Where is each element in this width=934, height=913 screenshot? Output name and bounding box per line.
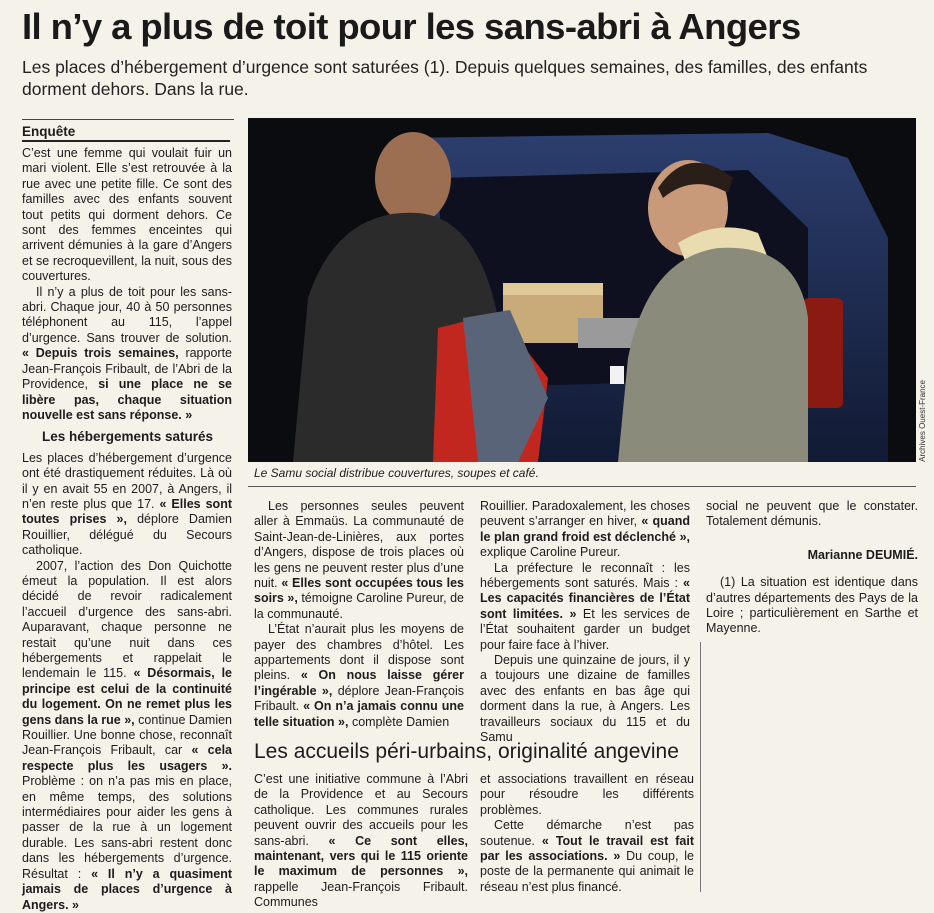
column-1 <box>22 146 232 913</box>
paragraph: social ne peuvent que le constater. Totalement démunis. <box>706 499 918 529</box>
footnote: (1) La situation est identique dans d’autres départements des Pays de la Loire ; particulièrement en Sarthe et Mayenne. <box>706 575 918 636</box>
photo-caption: Le Samu social distribue couvertures, soupes et café. <box>254 466 539 480</box>
paragraph: L’État n’aurait plus les moyens de payer des chambres d’hôtel. Les appartements dont il dispose sont pleins. « On nous laisse gérer l’ingérable », déplore Jean-François Fribault. « On n’a jamais connu une telle situation », complète Damien <box>254 622 465 729</box>
paragraph: Rouillier. Paradoxalement, les choses peuvent s’arranger en hiver, « quand le plan grand froid est déclenché », explique Caroline Pureur. <box>480 499 690 560</box>
box-column-2 <box>480 772 694 895</box>
box-column-1 <box>254 772 468 911</box>
paragraph: Depuis une quinzaine de jours, il y a toujours une dizaine de familles avec des enfants en bas âge qui dorment dans la rue, à Angers. Les travailleurs sociaux du 115 et du Samu <box>480 653 690 745</box>
box-title: Les accueils péri-urbains, originalité angevine <box>254 740 679 763</box>
paragraph: Les places d’hébergement d’urgence ont été drastiquement réduites. Là où il y en avait 55 en 2007, à Angers, il n’en reste plus que 17. « Elles sont toutes prises », déplore Damien Rouillier, délégué du Secours catholique. <box>22 450 232 558</box>
paragraph: Cette démarche n’est pas soutenue. « Tout le travail est fait par les associations. » Du coup, le poste de la permanente qui animait le réseau n’est plus financé. <box>480 818 695 894</box>
paragraph: 2007, l’action des Don Quichotte émeut la population. Il est alors décidé de revoir radicalement l’accueil d’urgence des sans-abri. Auparavant, chaque personne ne restait qu’une nuit dans ces hébergements et rappelait le lendemain le 115. « Désormais, le principe est celui de la continuité du logement. On ne remet plus les gens dans la rue », continue Damien Rouillier. Une bonne chose, reconnaît Jean-François Fribault, car « cela respecte plus les usagers ». Problème : on n’a pas mis en place, en même temps, des solutions intermédiaires pour aider les gens à passer de la rue à un logement durable. Les sans-abri restent donc dans les hébergements d’urgence. Résultat : « Il n’y a quasiment jamais de places d’urgence à Angers. » <box>22 558 233 912</box>
paragraph: Il n’y a plus de toit pour les sans-abri. Chaque jour, 40 à 50 personnes téléphonent au 115, l’appel d’urgence. Sans trouver de solution. « Depuis trois semaines, rapporte Jean-François Fribault, de l’Abri de la Providence, si une place ne se libère pas, chaque situation nouvelle est sans réponse. » <box>22 284 232 422</box>
caption-rule <box>248 486 916 487</box>
photo-credit: Archives Ouest-France <box>918 380 927 462</box>
box-rule-right <box>700 642 701 892</box>
crosshead: Les hébergements saturés <box>42 429 214 445</box>
paragraph: Les personnes seules peuvent aller à Emmaüs. La communauté de Saint-Jean-de-Linières, aux portes d’Angers, dispose de trois places où les gens ne peuvent rester plus d’une nuit. « Elles sont occupées tous les soirs », témoigne Caroline Pureur, de la communauté. <box>254 499 464 621</box>
paragraph: La préfecture le reconnaît : les hébergements sont saturés. Mais : « Les capacités financières de l’État sont limitées. » Et les services de l’État souhaitent garder un budget pour faire face à l’hiver. <box>480 560 690 652</box>
column-4 <box>706 499 918 637</box>
column-3 <box>480 499 690 746</box>
paragraph: C’est une initiative commune à l’Abri de la Providence et au Secours catholique. Les communes rurales peuvent ouvrir des accueils pour les sans-abri. « Ce sont elles, maintenant, vers qui le 115 oriente le maximum de personnes », rappelle Jean-François Fribault. Communes <box>254 772 468 910</box>
rubric-label: Enquête <box>22 124 230 142</box>
photo-illustration <box>248 118 916 462</box>
article-subtitle: Les places d’hébergement d’urgence sont saturées (1). Depuis quelques semaines, des familles, des enfants dorment dehors. Dans la rue. <box>22 57 868 99</box>
column-2 <box>254 499 464 730</box>
paragraph: C’est une femme qui voulait fuir un mari violent. Elle s’est retrouvée à la rue avec une petite fille. Ce sont des familles avec des enfants souvent tout petits qui dorment dehors. Ce sont des femmes enceintes qui arrivent démunies à la gare d’Angers et se recroquevillent, la nuit, sous des couvertures. <box>22 146 232 284</box>
article-photo <box>248 118 916 462</box>
paragraph: et associations travaillent en réseau pour résoudre les différents problèmes. <box>480 772 694 817</box>
article-title: Il n’y a plus de toit pour les sans-abri à Angers <box>22 6 801 47</box>
rubric-rule <box>22 119 234 120</box>
author-signature: Marianne DEUMIÉ. <box>807 547 918 562</box>
